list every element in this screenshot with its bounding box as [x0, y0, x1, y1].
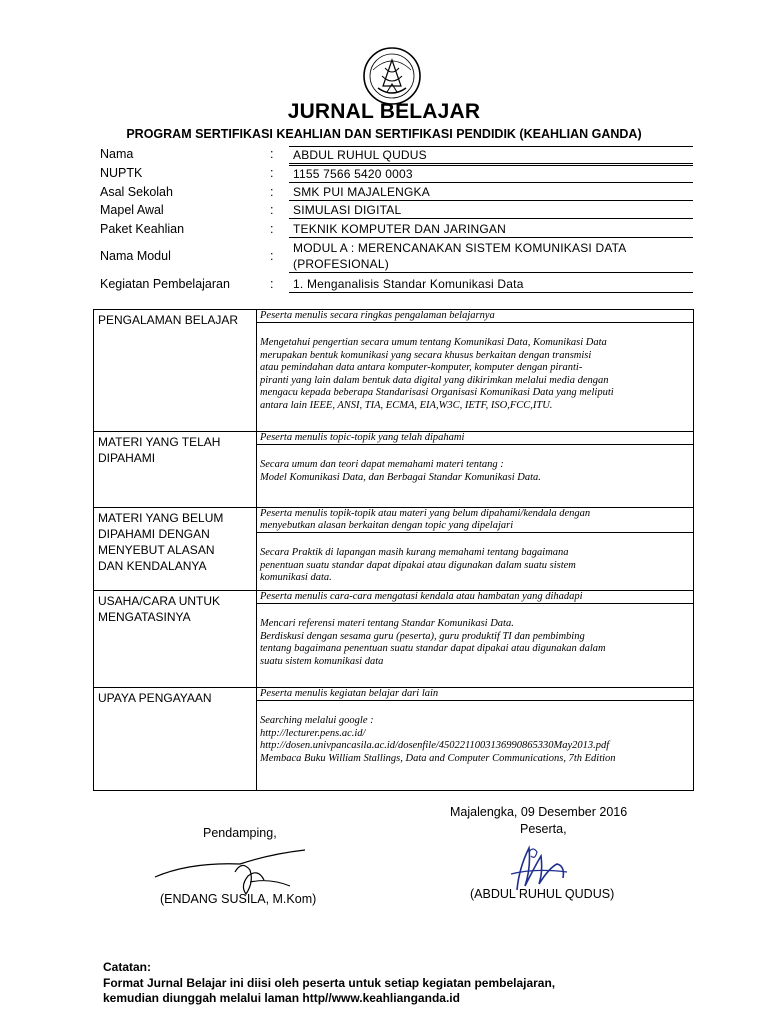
- row-instruction: Peserta menulis topic-topik yang telah dipahami: [257, 432, 693, 445]
- tut-wuri-handayani-logo: [359, 46, 425, 106]
- value-kegiatan-pembelajaran: 1. Menganalisis Standar Komunikasi Data: [289, 276, 693, 293]
- notes-section: [103, 960, 555, 1007]
- row-instruction: Peserta menulis topik-topik atau materi yang belum dipahami/kendala dengan menyebutkan alasan berkaitan dengan topic yang dipelajari: [257, 508, 693, 533]
- row-answer: Secara Praktik di lapangan masih kurang memahami tentang bagaimana penentuan suatu standar dapat dipakai atau digunakan dalam suatu sistem komunikasi data.: [260, 547, 576, 583]
- row-content: [257, 432, 694, 508]
- colon: :: [270, 203, 274, 217]
- colon: :: [270, 147, 274, 161]
- pendamping-role: Pendamping,: [203, 826, 277, 840]
- row-instruction: Peserta menulis secara ringkas pengalaman belajarnya: [257, 310, 693, 323]
- table-row: [94, 688, 694, 791]
- label-asal-sekolah: Asal Sekolah: [100, 185, 173, 199]
- notes-title: Catatan:: [103, 960, 152, 974]
- row-content: [257, 310, 694, 432]
- label-kegiatan-pembelajaran: Kegiatan Pembelajaran: [100, 277, 230, 291]
- notes-line1: Format Jurnal Belajar ini diisi oleh peserta untuk setiap kegiatan pembelajaran,: [103, 975, 556, 990]
- row-content: [257, 508, 694, 591]
- row-answer: Secara umum dan teori dapat memahami materi tentang : Model Komunikasi Data, dan Berbagai Standar Komunikasi Data.: [260, 459, 541, 483]
- row-answer: Searching melalui google : http://lecturer.pens.ac.id/ http://dosen.univpancasila.ac.id/dosenfile/4502211003136990865330May2013.pdf Membaca Buku William Stallings, Data and Computer Communications, 7th Edition: [260, 715, 616, 764]
- page-title: JURNAL BELAJAR: [287, 100, 481, 123]
- value-paket-keahlian: TEKNIK KOMPUTER DAN JARINGAN: [289, 221, 693, 238]
- table-row: [94, 591, 694, 688]
- value-nama-modul-line2: (PROFESIONAL): [293, 257, 389, 271]
- colon: :: [270, 166, 274, 180]
- page-subtitle: PROGRAM SERTIFIKASI KEAHLIAN DAN SERTIFIKASI PENDIDIK (KEAHLIAN GANDA): [126, 127, 642, 141]
- place-date: Majalengka, 09 Desember 2016: [450, 805, 628, 819]
- label-mapel-awal: Mapel Awal: [100, 203, 164, 217]
- notes-line2: kemudian diunggah melalui laman http//www.keahlianganda.id: [103, 991, 460, 1005]
- colon: :: [270, 222, 274, 236]
- value-nuptk: 1155 7566 5420 0003: [289, 165, 693, 183]
- peserta-name: (ABDUL RUHUL QUDUS): [470, 887, 615, 901]
- peserta-role: Peserta,: [520, 822, 567, 836]
- colon: :: [270, 185, 274, 199]
- value-nama-modul: [289, 240, 693, 273]
- value-nama-modul-line1: MODUL A : MERENCANAKAN SISTEM KOMUNIKASI DATA: [293, 241, 627, 255]
- row-answer: Mencari referensi materi tentang Standar Komunikasi Data. Berdiskusi dengan sesama guru (peserta), guru produktif TI dan pembimbing tentang bagaimana penentuan suatu standar dapat dipakai atau digunakan dalam suatu sistem komunikasi data: [260, 618, 606, 667]
- value-nama: ABDUL RUHUL QUDUS: [289, 146, 693, 164]
- row-instruction: Peserta menulis kegiatan belajar dari lain: [257, 688, 693, 701]
- row-content: [257, 688, 694, 791]
- row-label: USAHA/CARA UNTUK MENGATASINYA: [94, 591, 257, 688]
- row-content: [257, 591, 694, 688]
- value-mapel-awal: SIMULASI DIGITAL: [289, 202, 693, 219]
- row-label: UPAYA PENGAYAAN: [94, 688, 257, 791]
- label-nama: Nama: [100, 147, 134, 161]
- colon: :: [270, 249, 274, 263]
- row-answer: Mengetahui pengertian secara umum tentang Komunikasi Data, Komunikasi Data merupakan bentuk komunikasi yang secara khusus berkaitan dengan transmisi atau pemindahan data antara komputer-komputer, komputer dengan piranti- piranti yang lain dalam bentuk data digital yang dikirimkan melalui media dengan mengacu kepada beberapa Standarisasi Organisasi Komunikasi Data yang meliputi antara lain IEEE, ANSI, TIA, ECMA, EIA,W3C, IETF, ISO,FCC,ITU.: [260, 337, 614, 411]
- value-asal-sekolah: SMK PUI MAJALENGKA: [289, 184, 693, 201]
- row-label: MATERI YANG TELAH DIPAHAMI: [94, 432, 257, 508]
- row-instruction: Peserta menulis cara-cara mengatasi kendala atau hambatan yang dihadapi: [257, 591, 693, 604]
- table-row: [94, 432, 694, 508]
- label-nuptk: NUPTK: [100, 166, 143, 180]
- journal-table: [93, 309, 694, 791]
- table-row: [94, 310, 694, 432]
- table-row: [94, 508, 694, 591]
- pendamping-name: (ENDANG SUSILA, M.Kom): [160, 892, 317, 906]
- colon: :: [270, 277, 274, 291]
- row-label: PENGALAMAN BELAJAR: [94, 310, 257, 432]
- label-paket-keahlian: Paket Keahlian: [100, 222, 185, 236]
- row-label: MATERI YANG BELUM DIPAHAMI DENGAN MENYEBUT ALASAN DAN KENDALANYA: [94, 508, 257, 591]
- label-nama-modul: Nama Modul: [100, 249, 171, 263]
